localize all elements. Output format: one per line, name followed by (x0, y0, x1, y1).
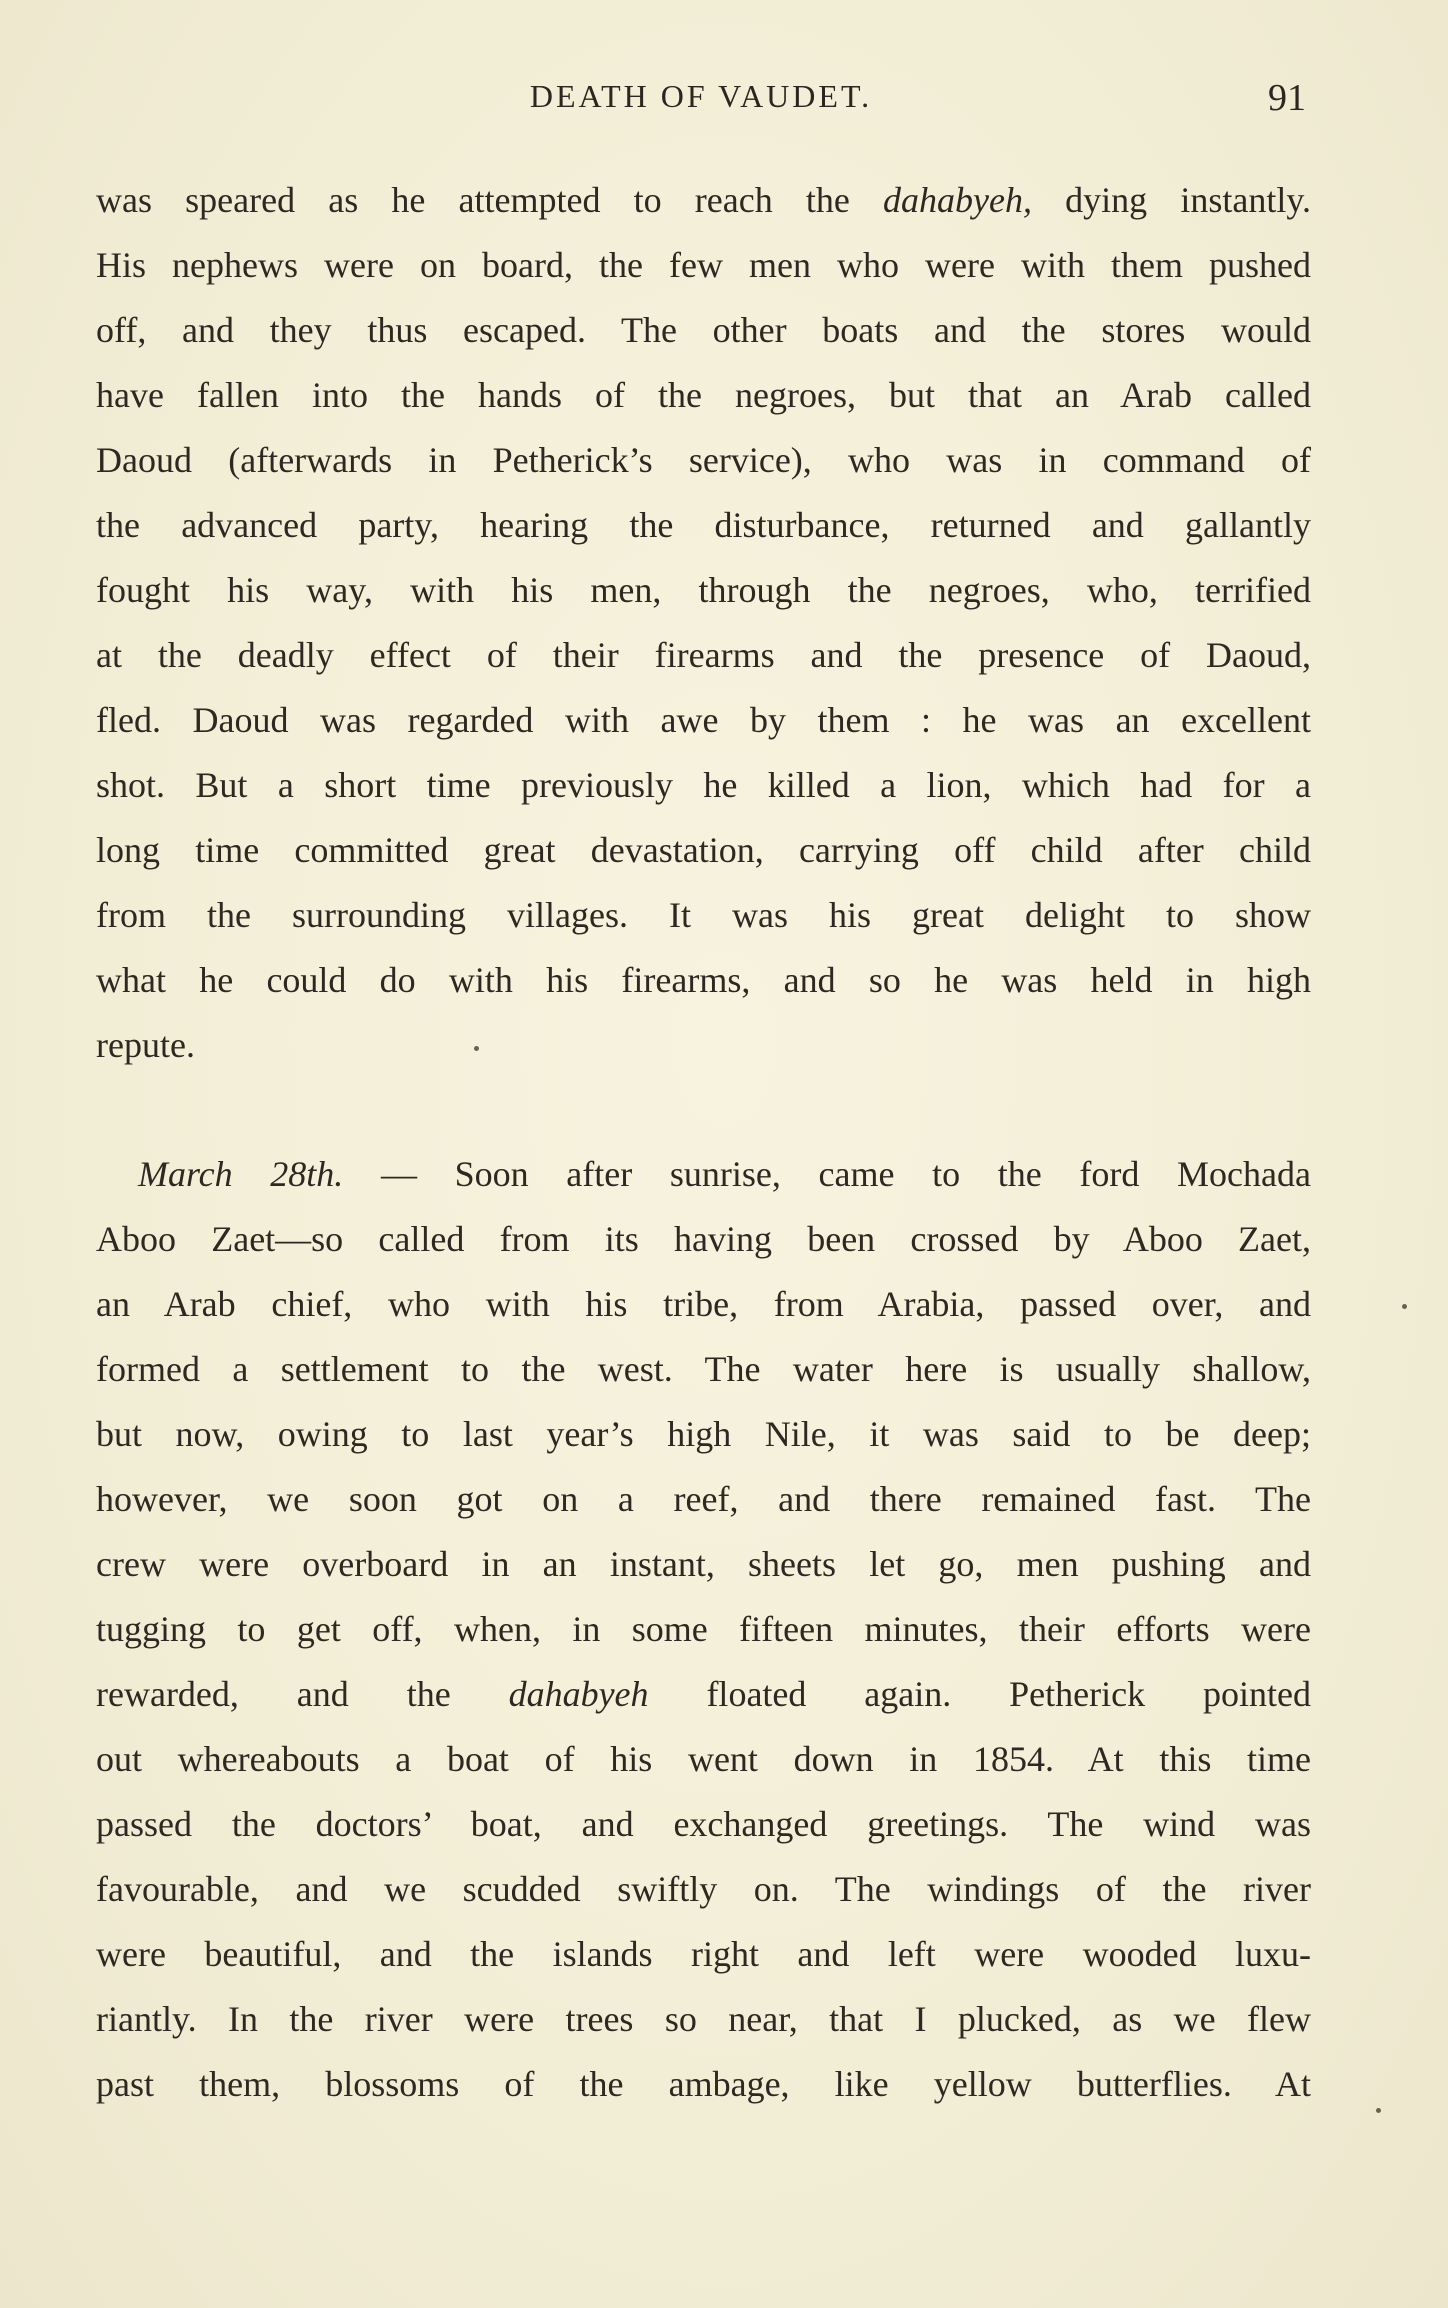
text-line: His nephews were on board, the few men who were with them pushed (96, 245, 1311, 285)
running-head (96, 78, 1306, 128)
text-line (96, 168, 1311, 233)
text-line: riantly. In the river were trees so near, that I plucked, as we flew (96, 1999, 1311, 2039)
text-line (96, 1662, 1311, 1727)
paper-speck (1402, 1304, 1407, 1309)
text-line: have fallen into the hands of the negroes, but that an Arab called (96, 375, 1311, 415)
text-line: passed the doctors’ boat, and exchanged greetings. The wind was (96, 1804, 1311, 1844)
text-fragment: rewarded, and the (96, 1674, 509, 1714)
body-text (96, 168, 1311, 2117)
text-line: an Arab chief, who with his tribe, from Arabia, passed over, and (96, 1284, 1311, 1324)
text-line: Daoud (afterwards in Petherick’s service), who was in command of (96, 440, 1311, 480)
text-line: fought his way, with his men, through the negroes, who, terrified (96, 570, 1311, 610)
text-line: tugging to get off, when, in some fifteen minutes, their efforts were (96, 1609, 1311, 1649)
text-line: were beautiful, and the islands right and left were wooded luxu- (96, 1934, 1311, 1974)
text-line: off, and they thus escaped. The other boats and the stores would (96, 310, 1311, 350)
text-fragment: dying instantly. (1032, 180, 1311, 220)
page-number: 91 (1268, 77, 1306, 119)
text-fragment: was speared as he attempted to reach the (96, 180, 884, 220)
text-line: from the surrounding villages. It was his great delight to show (96, 895, 1311, 935)
text-line: repute. (96, 1025, 195, 1065)
date-heading: March 28th. (138, 1154, 344, 1194)
text-line: long time committed great devastation, carrying off child after child (96, 830, 1311, 870)
running-title: DEATH OF VAUDET. (529, 78, 873, 114)
italic-term: dahabyeh, (883, 180, 1032, 220)
text-line: Aboo Zaet—so called from its having been crossed by Aboo Zaet, (96, 1219, 1311, 1259)
text-line: out whereabouts a boat of his went down in 1854. At this time (96, 1739, 1311, 1779)
text-line: but now, owing to last year’s high Nile, it was said to be deep; (96, 1414, 1311, 1454)
text-fragment: floated again. Petherick pointed (648, 1674, 1311, 1714)
text-line: the advanced party, hearing the disturbance, returned and gallantly (96, 505, 1311, 545)
paper-speck (1376, 2108, 1381, 2113)
italic-term: dahabyeh (508, 1674, 649, 1714)
text-line: however, we soon got on a reef, and there remained fast. The (96, 1479, 1311, 1519)
text-fragment: — Soon after sunrise, came to the ford Mochada (380, 1154, 1311, 1194)
text-line (96, 1142, 1311, 1207)
text-line: formed a settlement to the west. The water here is usually shallow, (96, 1349, 1311, 1389)
paper-speck (474, 1046, 479, 1051)
paragraph-gap (96, 1078, 1311, 1142)
text-line: at the deadly effect of their firearms and the presence of Daoud, (96, 635, 1311, 675)
text-line: favourable, and we scudded swiftly on. The windings of the river (96, 1869, 1311, 1909)
text-line: what he could do with his firearms, and so he was held in high (96, 960, 1311, 1000)
text-line: fled. Daoud was regarded with awe by them : he was an excellent (96, 700, 1311, 740)
text-line: shot. But a short time previously he killed a lion, which had for a (96, 765, 1311, 805)
text-line: past them, blossoms of the ambage, like yellow butterflies. At (96, 2064, 1311, 2104)
text-line: crew were overboard in an instant, sheets let go, men pushing and (96, 1544, 1311, 1584)
